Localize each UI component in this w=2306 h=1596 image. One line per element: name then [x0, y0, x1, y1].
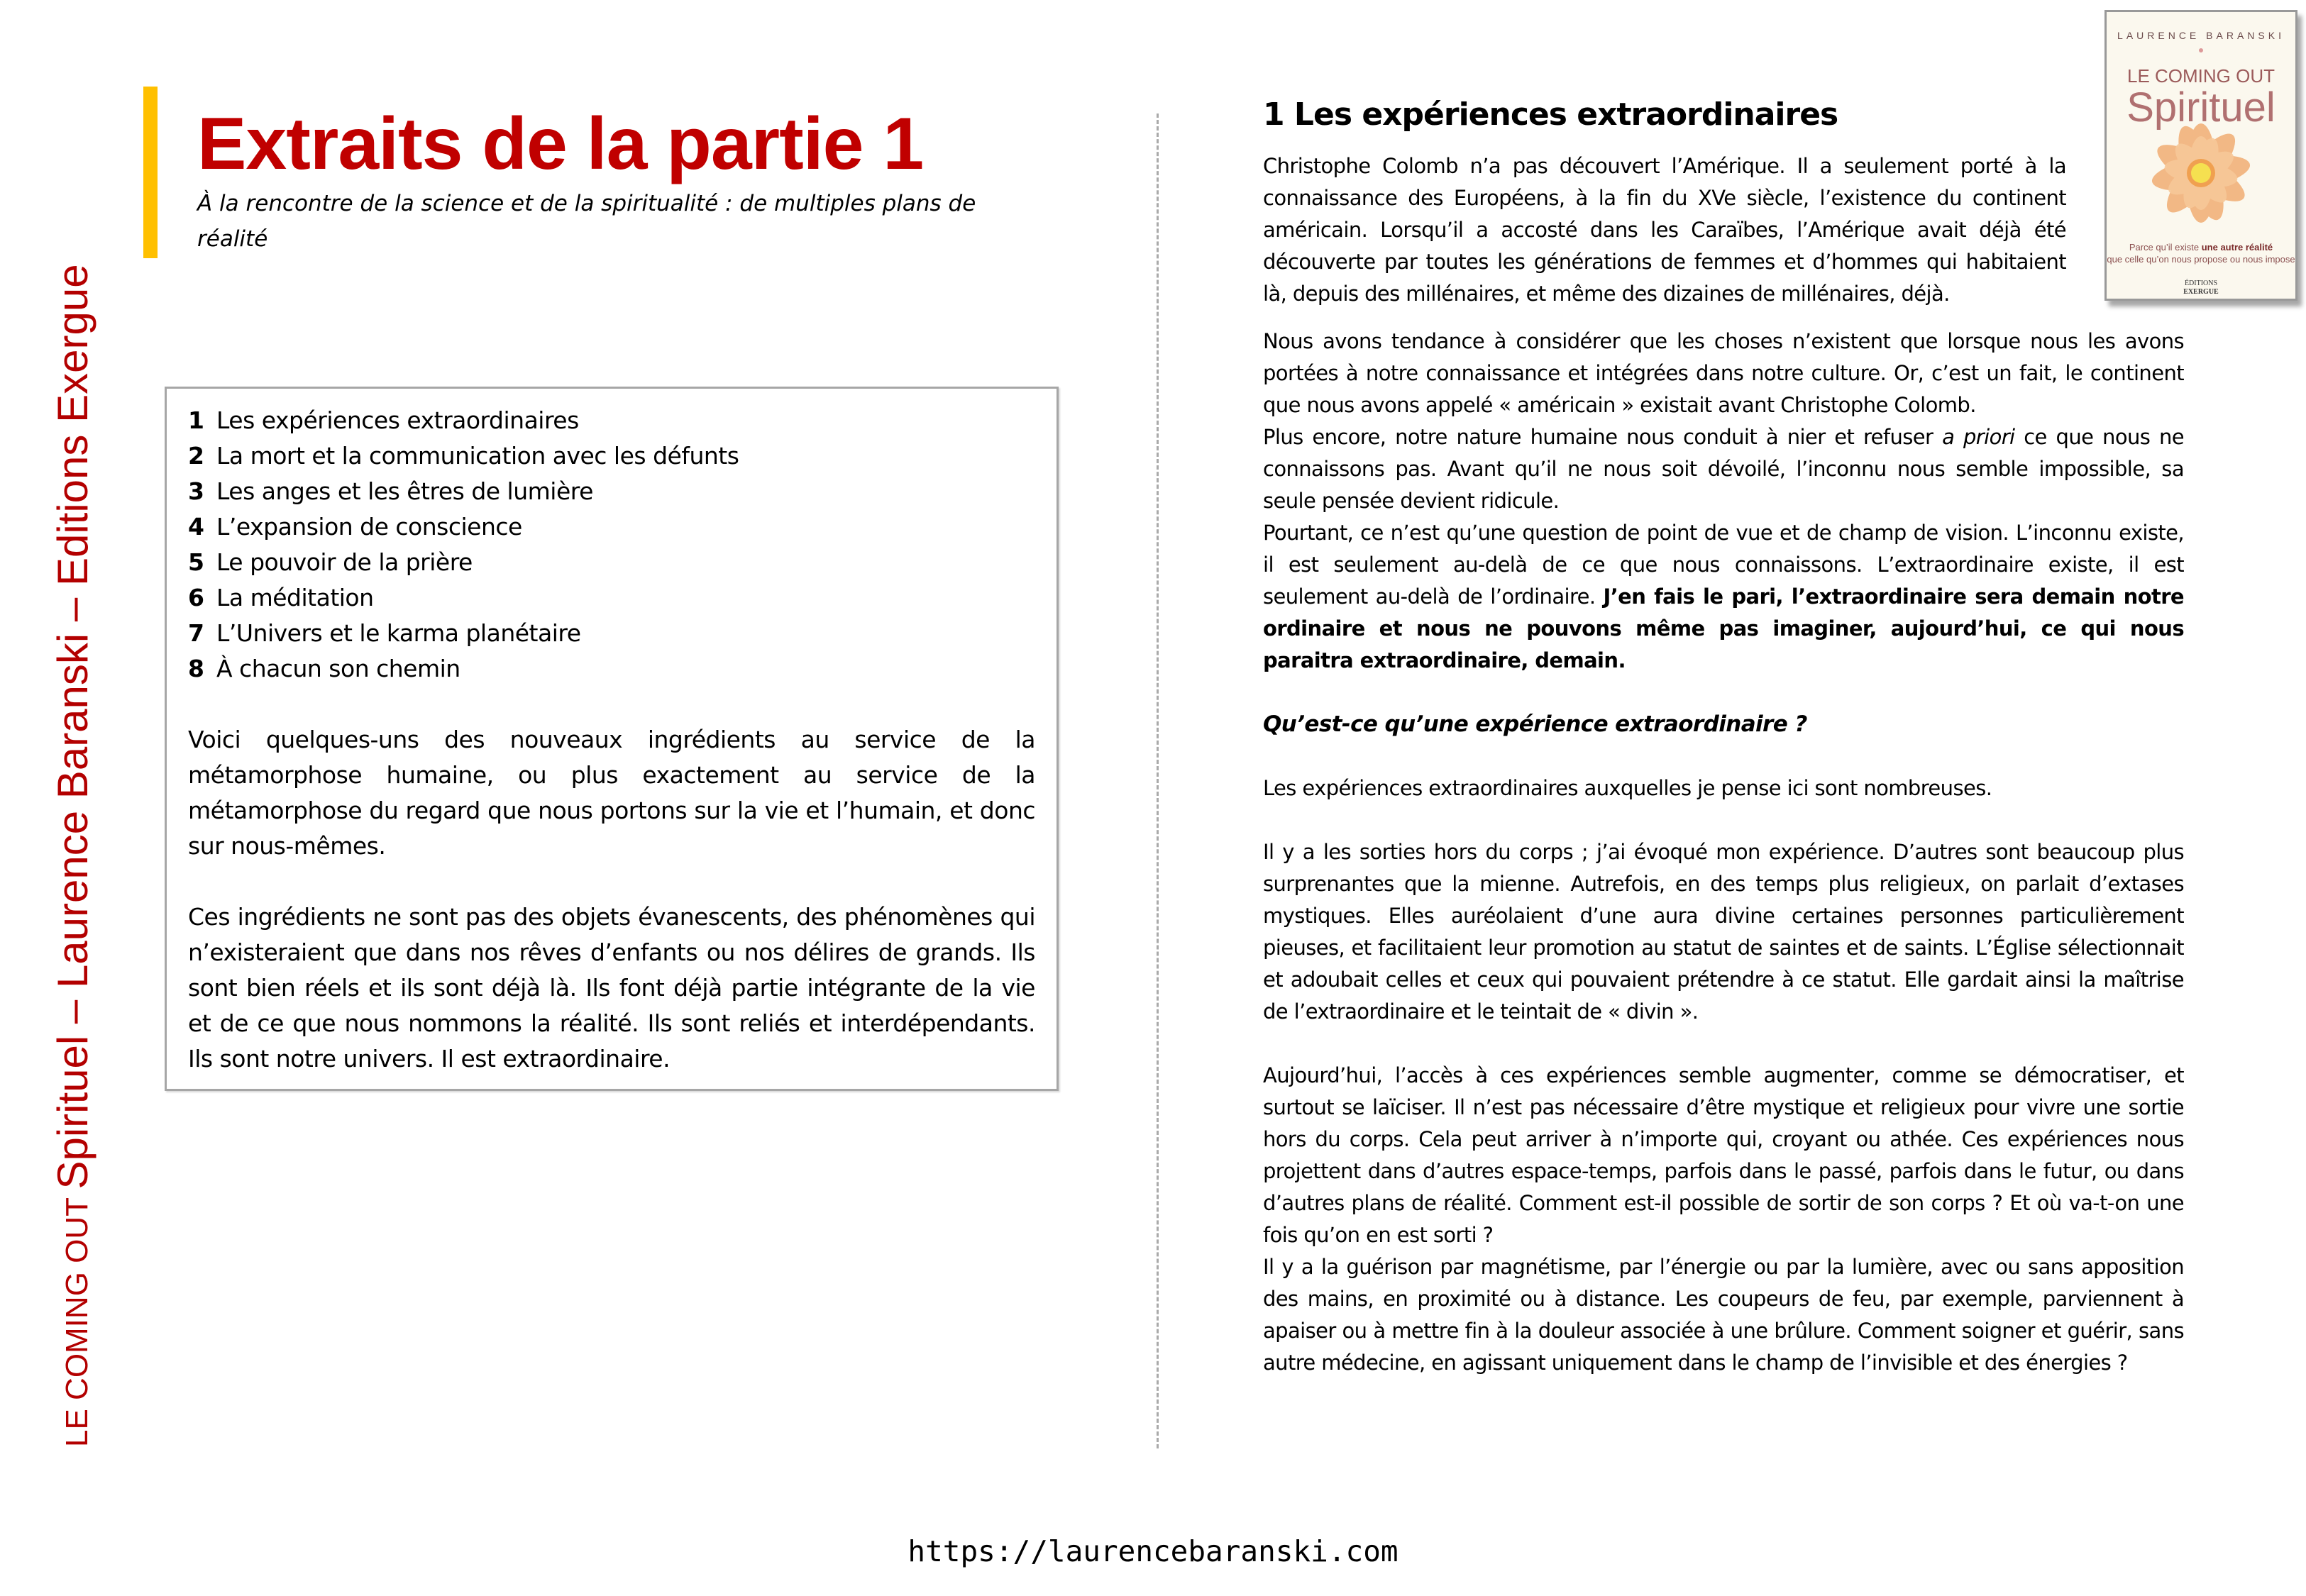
section-heading: 1 Les expériences extraordinaires: [1263, 96, 1838, 133]
cover-publisher-line1: ÉDITIONS: [2184, 279, 2218, 287]
article-text: Pourtant, ce n’est qu’une question de point de vue et de champ de vision. L’inconnu existe, il est seulement au-delà de ce que nous connaissons. L’extraordinaire existe, il est seulement au-delà de l’ordinaire.: [1263, 521, 2184, 609]
toc-item-label: La méditation: [216, 584, 374, 611]
toc-item: [188, 545, 1035, 580]
toc-intro-paragraph: Voici quelques-uns des nouveaux ingrédients au service de la métamorphose humaine, ou plus exactement au service de la métamorphose du regard que nous portons sur la vie et l’humain, et donc sur nous-mêmes.: [188, 726, 1035, 860]
toc-item-number: 3: [188, 477, 204, 505]
cover-tagline: [2107, 241, 2295, 265]
article-column: [1263, 92, 2184, 1379]
table-of-contents-box: [165, 387, 1059, 1091]
cover-dot-ornament: [2199, 48, 2203, 52]
article-paragraph: [1263, 326, 2184, 677]
toc-item: [188, 438, 1035, 474]
cover-tagline-text: que celle qu’on nous propose ou nous impose: [2107, 254, 2295, 265]
sidebar-title-prefix: LE COMING OUT: [60, 1189, 94, 1447]
toc-item-label: À chacun son chemin: [216, 655, 460, 682]
article-text: Il y a la guérison par magnétisme, par l’énergie ou par la lumière, avec ou sans apposition des mains, en proximité ou à distance. Les coupeurs de feu, par exemple, parviennent à apaiser ou à mettre fin à la douleur associée à une brûlure. Comment soigner et guérir, sans autre médecine, en agissant uniquement dans le champ de l’invisible et des énergies ?: [1263, 1255, 2184, 1375]
toc-item: [188, 580, 1035, 616]
cover-tagline-text: Parce qu’il existe: [2129, 242, 2202, 253]
toc-item-number: 6: [188, 584, 204, 611]
sidebar-vertical-title: [49, 264, 96, 1447]
toc-item-number: 8: [188, 655, 204, 682]
toc-closing-paragraph: Ces ingrédients ne sont pas des objets évanescents, des phénomènes qui n’existeraient que dans nos rêves d’enfants ou nos délires de grands. Ils sont bien réels et ils sont déjà là. Ils font déjà partie intégrante de la vie et de ce que nous nommons la réalité. Ils sont reliés et interdépendants. Ils sont notre univers. Il est extraordinaire.: [188, 903, 1035, 1073]
cover-publisher-line2: EXERGUE: [2183, 288, 2219, 296]
footer-website-link[interactable]: https://laurencebaranski.com: [907, 1534, 1399, 1568]
cover-title-line1: LE COMING OUT: [2126, 65, 2275, 87]
cover-tagline-bold: une autre réalité: [2201, 242, 2273, 253]
column-divider: [1157, 113, 1159, 1448]
page-title: Extraits de la partie 1: [197, 103, 924, 185]
toc-item-label: Le pouvoir de la prière: [216, 548, 473, 576]
toc-item-label: La mort et la communication avec les défunts: [216, 442, 739, 470]
article-paragraph: [1263, 1060, 2184, 1379]
toc-item: [188, 403, 1035, 438]
article-text: Plus encore, notre nature humaine nous conduit à nier et refuser: [1263, 425, 1943, 449]
article-paragraph: Il y a les sorties hors du corps ; j’ai évoqué mon expérience. D’autres sont beaucoup plus surprenantes que la mienne. Autrefois, en des temps plus religieux, on parlait d’extases mystiques. Elles auréolaient d’une aura divine certaines personnes particulièrement pieuses, et facilitaient leur promotion au statut de saintes et de saints. L’Église sélectionnait et adoubait celles et ceux qui pouvaient prétendre à ce statut. Elle gardait ainsi la maîtrise de l’extraordinaire et le teintait de « divin ».: [1263, 840, 2184, 1024]
title-accent-bar: [143, 87, 158, 258]
toc-item-label: Les anges et les êtres de lumière: [216, 477, 593, 505]
toc-item-number: 7: [188, 619, 204, 647]
cover-publisher-logo: [2107, 279, 2295, 297]
article-paragraph: Les expériences extraordinaires auxquelles je pense ici sont nombreuses.: [1263, 776, 1992, 800]
article-italic-text: a priori: [1942, 425, 2015, 449]
article-text: ce que nous ne connaissons pas. Avant qu’il ne nous soit dévoilé, l’inconnu nous semble impossible, sa seule pensée devient ridicule.: [1263, 425, 2184, 513]
article-bold-statement: J’en fais le pari, l’extraordinaire sera demain notre ordinaire et nous ne pouvons même pas imaginer, aujourd’hui, ce qui nous paraitra extraordinaire, demain.: [1263, 584, 2184, 672]
toc-item-label: Les expériences extraordinaires: [216, 406, 579, 434]
toc-item-label: L’expansion de conscience: [216, 513, 522, 541]
sidebar-title-suffix: – Laurence Baranski – Editions Exergue: [49, 264, 96, 1036]
toc-item: [188, 651, 1035, 687]
cover-title-line2: Spirituel: [2126, 84, 2275, 131]
toc-item-number: 1: [188, 406, 204, 434]
article-text: Aujourd’hui, l’accès à ces expériences semble augmenter, comme se démocratiser, et surtout se laïciser. Il n’est pas nécessaire d’être mystique et religieux pour vivre une sortie hors du corps. Cela peut arriver à n’importe qui, croyant ou athée. Ces expériences nous projettent dans d’autres espace-temps, parfois dans le passé, parfois dans le futur, ou dans d’autres plans de réalité. Comment est-il possible de sortir de son corps ? Et où va-t-on une fois qu’on en est sorti ?: [1263, 1063, 2184, 1247]
toc-item: [188, 474, 1035, 509]
toc-list: [188, 403, 1035, 687]
sidebar-title-highlight: Spirituel: [49, 1035, 96, 1190]
toc-item: [188, 616, 1035, 651]
article-subheading: Qu’est-ce qu’une expérience extraordinaire ?: [1263, 711, 1807, 737]
toc-item-number: 2: [188, 442, 204, 470]
toc-item-number: 4: [188, 513, 204, 541]
toc-item: [188, 509, 1035, 545]
article-text: Nous avons tendance à considérer que les choses n’existent que lorsque nous les avons portées à notre connaissance et intégrées dans notre culture. Or, c’est un fait, le continent que nous avons appelé « américain » existait avant Christophe Colomb.: [1263, 329, 2184, 417]
toc-item-label: L’Univers et le karma planétaire: [216, 619, 581, 647]
book-cover-image: [2104, 10, 2297, 301]
article-intro-paragraph: Christophe Colomb n’a pas découvert l’Amérique. Il a seulement porté à la connaissance des Européens, à la fin du XVe siècle, l’existence du continent américain. Lorsqu’il a accosté dans les Caraïbes, l’Amérique avait déjà été découverte par toutes les générations de femmes et d’hommes qui habitaient là, depuis des millénaires, et même des dizaines de millénaires, déjà.: [1263, 154, 2066, 306]
page-subtitle: À la rencontre de la science et de la spiritualité : de multiples plans de réalité: [197, 191, 976, 252]
toc-item-number: 5: [188, 548, 204, 576]
cover-author: LAURENCE BARANSKI: [2117, 30, 2285, 41]
